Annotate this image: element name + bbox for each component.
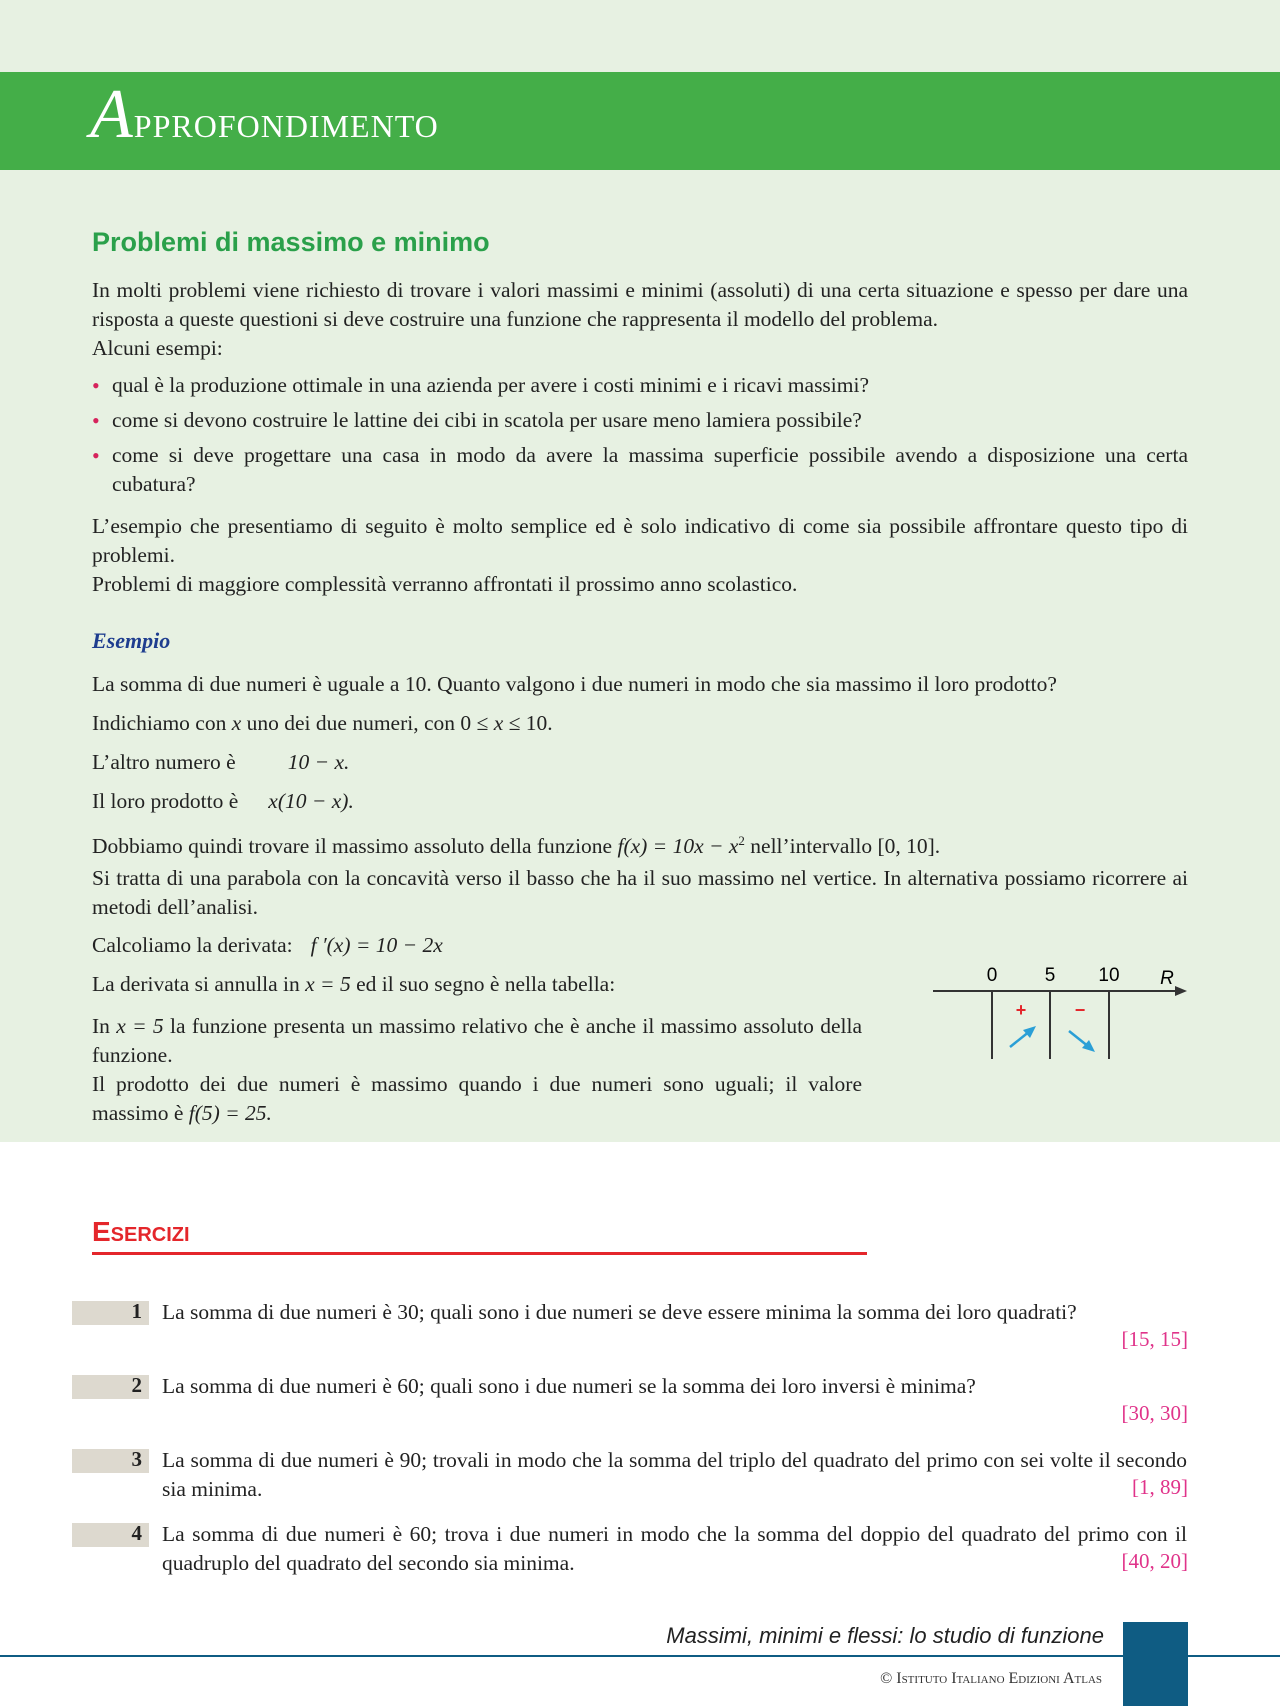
axis-arrow-icon — [1175, 986, 1187, 996]
example-line-4: Dobbiamo quindi trovare il massimo assoluto della funzione $f(x) = 10x - x^2$ nell’intervallo [0, 10]. — [92, 833, 941, 859]
example-line-7: La derivata si annulla in x = 5 ed il suo segno è nella tabella: — [92, 972, 616, 996]
exercise-text: La somma di due numeri è 60; trova i due numeri in modo che la somma del doppio del quadrato del primo con il quadruplo del quadrato del secondo sia minima. — [162, 1522, 1187, 1575]
section-title: Problemi di massimo e minimo — [92, 227, 490, 257]
exercise-answer: [30, 30] — [1121, 1401, 1188, 1425]
exercise-number: 1 — [131, 1299, 142, 1323]
exercise-answer: [15, 15] — [1121, 1327, 1188, 1351]
exercise-number: 3 — [131, 1447, 142, 1471]
exercise-answer: [40, 20] — [1121, 1549, 1188, 1573]
example-problem: La somma di due numeri è uguale a 10. Quanto valgono i due numeri in modo che sia massimo il loro prodotto? — [92, 672, 1057, 696]
example-line-9: Il prodotto dei due numeri è massimo quando i due numeri sono uguali; il valore massimo è f(5) = 25. — [92, 1072, 862, 1125]
exercise-answer: [1, 89] — [1132, 1475, 1188, 1499]
example-line-2: L’altro numero è 10 − x. — [92, 750, 350, 774]
banner-title: Approfondimento — [90, 76, 439, 153]
footer-rule — [0, 1655, 1280, 1657]
exercise-text: La somma di due numeri è 90; trovali in modo che la somma del triplo del quadrato del primo con sei volte il secondo sia minima. — [162, 1448, 1187, 1501]
footer-title: Massimi, minimi e flessi: lo studio di funzione — [666, 1623, 1104, 1648]
exercises-title: Esercizi — [92, 1216, 190, 1247]
list-item: • qual è la produzione ottimale in una azienda per avere i costi minimi e i ricavi massimi? — [92, 373, 870, 398]
example-label: Esempio — [92, 628, 171, 653]
list-item: • come si devono costruire le lattine dei cibi in scatola per usare meno lamiera possibile? — [92, 408, 862, 433]
sign-minus: − — [1074, 1000, 1086, 1020]
tick-0: 0 — [986, 965, 998, 986]
footer-page-block — [1123, 1622, 1188, 1706]
footer-copyright: © Istituto Italiano Edizioni Atlas — [880, 1670, 1102, 1687]
example-line-8: In x = 5 la funzione presenta un massimo relativo che è anche il massimo assoluto della funzione. — [92, 1014, 862, 1067]
example-line-5: Si tratta di una parabola con la concavità verso il basso che ha il suo massimo nel vertice. In alternativa possiamo ricorrere ai metodi dell’analisi. — [92, 866, 1188, 919]
example-line-1: Indichiamo con x uno dei due numeri, con 0 ≤ x ≤ 10. — [92, 711, 553, 735]
example-line-3: Il loro prodotto è x(10 − x). — [92, 789, 354, 813]
tick-5: 5 — [1044, 965, 1056, 986]
exercise-text: La somma di due numeri è 60; quali sono i due numeri se la somma dei loro inversi è minima? — [162, 1374, 976, 1398]
list-item: • come si deve progettare una casa in modo da avere la massima superficie possibile avendo a disposizione una certa cubatura? — [92, 443, 1188, 496]
paragraph-example-intro: L’esempio che presentiamo di seguito è molto semplice ed è solo indicativo di come sia possibile affrontare questo tipo di problemi. Problemi di maggiore complessità verranno affrontati il prossimo anno scolastico. — [92, 514, 1188, 596]
sign-table — [925, 955, 1195, 1065]
example-line-6: Calcoliamo la derivata: f ′(x) = 10 − 2x — [92, 933, 443, 957]
exercise-number: 2 — [131, 1373, 142, 1397]
exercises-rule — [92, 1252, 867, 1255]
exercise-number: 4 — [131, 1521, 142, 1545]
sign-plus: + — [1015, 1000, 1027, 1020]
exercise-text: La somma di due numeri è 30; quali sono i due numeri se deve essere minima la somma dei loro quadrati? — [162, 1300, 1077, 1324]
intro-paragraph: In molti problemi viene richiesto di trovare i valori massimi e minimi (assoluti) di una certa situazione e spesso per dare una risposta a queste questioni si deve costruire una funzione che rappresenta il modello del problema. Alcuni esempi: — [92, 278, 1188, 360]
tick-10: 10 — [1098, 965, 1120, 986]
axis-label: R — [1160, 968, 1174, 989]
